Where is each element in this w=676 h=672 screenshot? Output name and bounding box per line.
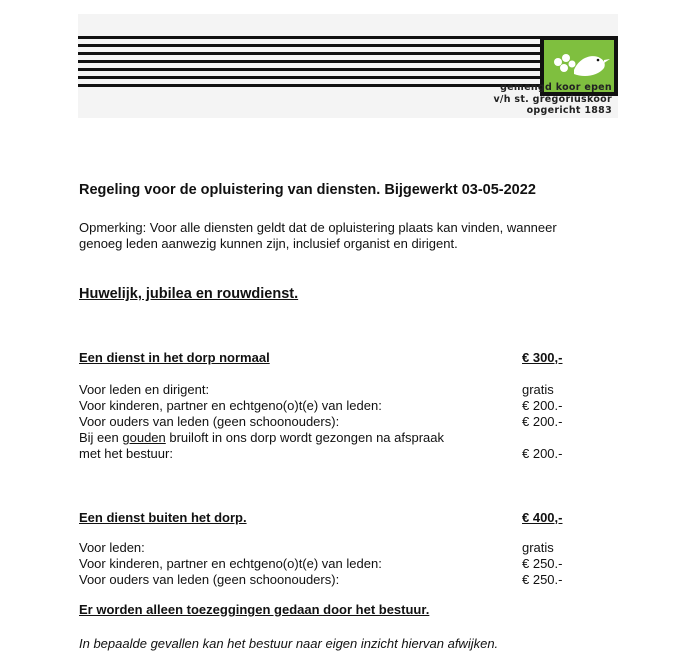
exception-note: In bepaalde gevallen kan het bestuur naar eigen inzicht hiervan afwijken. bbox=[79, 636, 499, 651]
outside-service-heading: Een dienst buiten het dorp. bbox=[79, 510, 247, 525]
row-value: € 250.- bbox=[522, 572, 563, 587]
list-item bbox=[79, 446, 579, 462]
village-service-heading-row bbox=[79, 350, 579, 366]
list-item bbox=[79, 382, 579, 398]
gold-line-pre: Bij een bbox=[79, 430, 123, 445]
row-label: Voor ouders van leden (geen schoonouders): bbox=[79, 414, 340, 429]
row-value: gratis bbox=[522, 382, 554, 397]
row-value: € 200.- bbox=[522, 446, 563, 461]
document-title: Regeling voor de opluistering van diensten. Bijgewerkt 03-05-2022 bbox=[79, 182, 536, 198]
row-value: € 200.- bbox=[522, 414, 563, 429]
list-item bbox=[79, 556, 579, 572]
gold-line-post: bruiloft in ons dorp wordt gezongen na afspraak bbox=[165, 430, 444, 445]
row-value: € 250.- bbox=[522, 556, 563, 571]
row-label: Voor kinderen, partner en echtgeno(o)t(e) van leden: bbox=[79, 556, 382, 571]
row-value: gratis bbox=[522, 540, 554, 555]
remark-paragraph: Opmerking: Voor alle diensten geldt dat de opluistering plaats kan vinden, wanneer genoeg leden aanwezig kunnen zijn, inclusief organist en dirigent. bbox=[79, 220, 557, 251]
list-item bbox=[79, 572, 579, 588]
org-line-3: opgericht 1883 bbox=[526, 105, 612, 116]
row-value: € 200.- bbox=[522, 398, 563, 413]
list-item bbox=[79, 540, 579, 556]
gold-word: gouden bbox=[122, 430, 166, 445]
village-service-price: € 300,- bbox=[522, 350, 563, 365]
gold-wedding-line bbox=[79, 430, 579, 446]
row-label: met het bestuur: bbox=[79, 446, 173, 461]
row-label: Voor ouders van leden (geen schoonouders): bbox=[79, 572, 340, 587]
row-label: Voor leden: bbox=[79, 540, 145, 555]
section-heading: Huwelijk, jubilea en rouwdienst. bbox=[79, 286, 299, 302]
org-line-1: gemengd koor epen bbox=[500, 82, 612, 93]
letterhead bbox=[78, 14, 618, 118]
outside-service-price: € 400,- bbox=[522, 510, 563, 525]
outside-service-heading-row bbox=[79, 510, 579, 526]
organization-name bbox=[493, 82, 612, 117]
row-label: Voor leden en dirigent: bbox=[79, 382, 210, 397]
letterhead-stripes bbox=[78, 36, 540, 98]
row-label: Voor kinderen, partner en echtgeno(o)t(e) van leden: bbox=[79, 398, 382, 413]
list-item bbox=[79, 398, 579, 414]
village-service-heading: Een dienst in het dorp normaal bbox=[79, 350, 270, 365]
org-line-2: v/h st. gregoriuskoor bbox=[493, 93, 612, 105]
commitment-note: Er worden alleen toezeggingen gedaan door het bestuur. bbox=[79, 602, 430, 617]
list-item bbox=[79, 414, 579, 430]
